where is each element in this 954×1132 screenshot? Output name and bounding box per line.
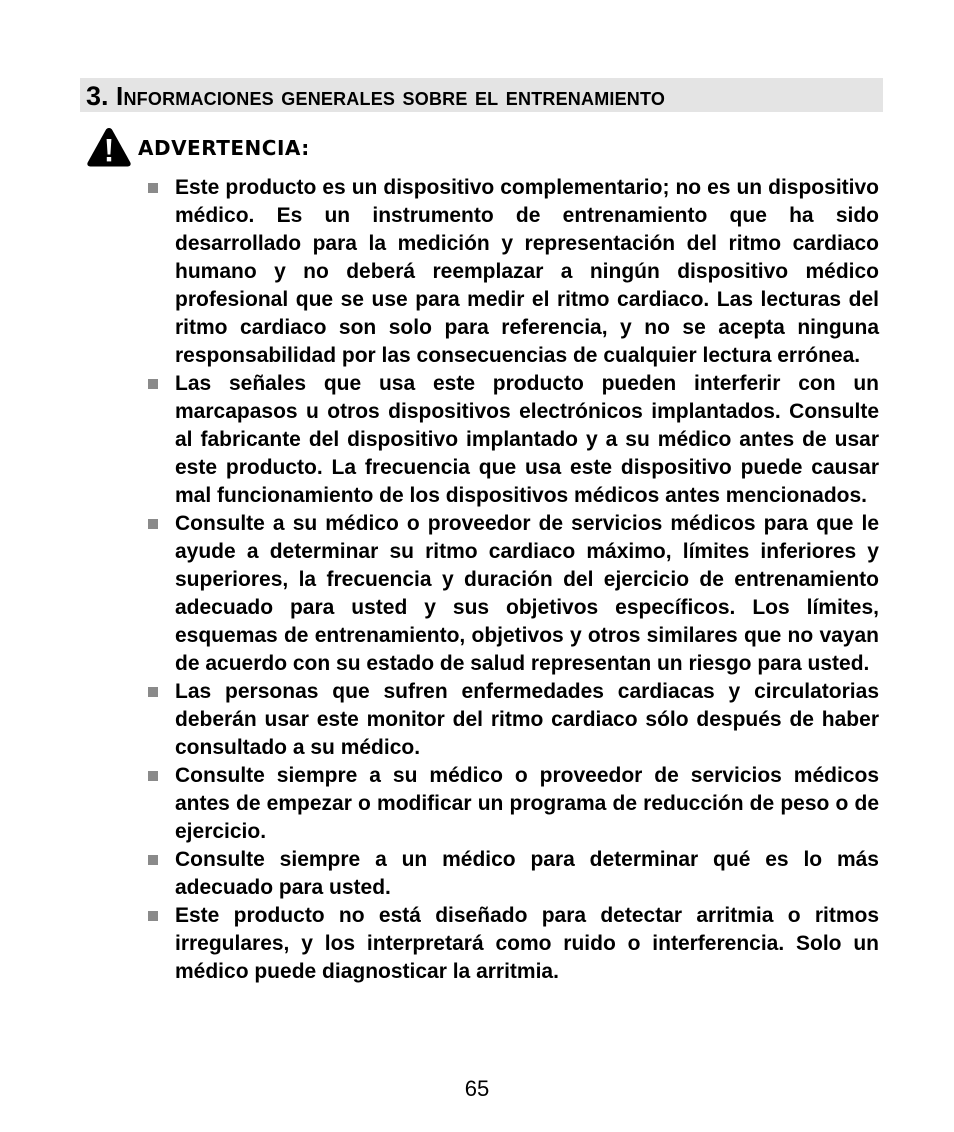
list-item-text: Consulte siempre a un médico para determinar qué es lo más adecuado para usted. — [175, 848, 879, 899]
list-item — [140, 902, 879, 986]
section-title-text: Informaciones generales sobre el entrenamiento — [116, 81, 666, 111]
list-item — [140, 846, 879, 902]
list-item-text: Consulte siempre a su médico o proveedor de servicios médicos antes de empezar o modificar un programa de reducción de peso o de ejercicio. — [175, 764, 879, 843]
section-number: 3. — [86, 81, 109, 111]
list-item-text: Este producto es un dispositivo complementario; no es un dispositivo médico. Es un instrumento de entrenamiento que ha sido desarrollado para la medición y representación del ritmo cardiaco humano y no deberá reemplazar a ningún dispositivo médico profesional que se use para medir el ritmo cardiaco. Las lecturas del ritmo cardiaco son solo para referencia, y no se acepta ninguna responsabilidad por las consecuencias de cualquier lectura errónea. — [175, 176, 879, 367]
list-item — [140, 762, 879, 846]
list-item-text: Consulte a su médico o proveedor de servicios médicos para que le ayude a determinar su ritmo cardiaco máximo, límites inferiores y superiores, la frecuencia y duración del ejercicio de entrenamiento adecuado para usted y sus objetivos específicos. Los límites, esquemas de entrenamiento, objetivos y otros similares que no vayan de acuerdo con su estado de salud representan un riesgo para usted. — [175, 512, 879, 675]
list-item-text: Las personas que sufren enfermedades cardiacas y circulatorias deberán usar este monitor del ritmo cardiaco sólo después de haber consultado a su médico. — [175, 680, 879, 759]
square-bullet-icon — [148, 183, 158, 193]
warning-label: ADVERTENCIA: — [138, 136, 310, 160]
warning-triangle-icon — [86, 126, 132, 168]
list-item — [140, 510, 879, 678]
square-bullet-icon — [148, 911, 158, 921]
square-bullet-icon — [148, 379, 158, 389]
square-bullet-icon — [148, 519, 158, 529]
list-item-text: Las señales que usa este producto pueden interferir con un marcapasos u otros dispositivos electrónicos implantados. Consulte al fabricante del dispositivo implantado y a su médico antes de usar este producto. La frecuencia que usa este dispositivo puede causar mal funcionamiento de los dispositivos médicos antes mencionados. — [175, 372, 879, 507]
square-bullet-icon — [148, 771, 158, 781]
page-number: 65 — [464, 1076, 490, 1101]
list-item-text: Este producto no está diseñado para detectar arritmia o ritmos irregulares, y los interpretará como ruido o interferencia. Solo un médico puede diagnosticar la arritmia. — [175, 904, 879, 983]
warning-heading — [86, 126, 310, 168]
square-bullet-icon — [148, 855, 158, 865]
square-bullet-icon — [148, 687, 158, 697]
list-item — [140, 678, 879, 762]
section-header — [80, 78, 883, 112]
warning-list — [140, 174, 879, 986]
section-title — [86, 81, 665, 111]
list-item — [140, 174, 879, 370]
list-item — [140, 370, 879, 510]
